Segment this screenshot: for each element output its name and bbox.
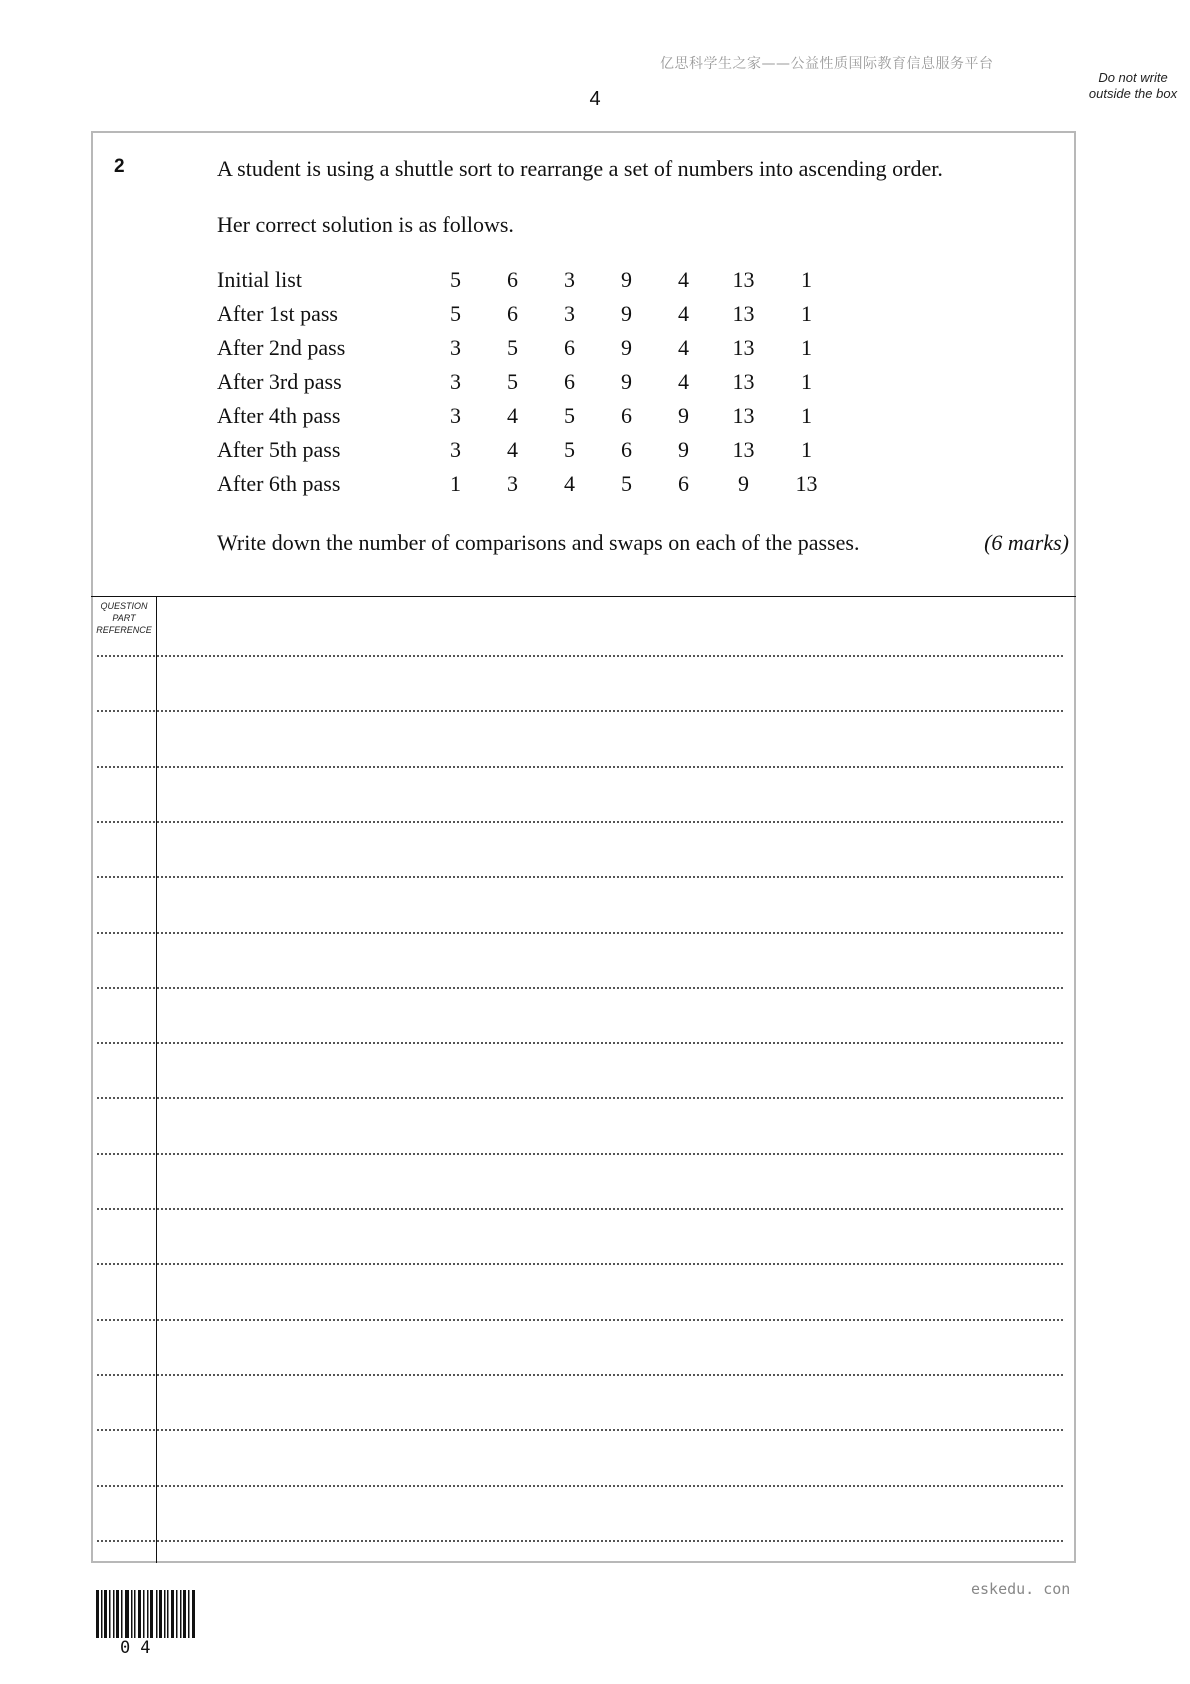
pass-row-value: 6 [507, 267, 518, 292]
pass-row-value: 6 [678, 471, 689, 496]
pass-row-value: 9 [738, 471, 749, 496]
pass-row-value: 6 [564, 335, 575, 360]
header-watermark: 亿思科学生之家——公益性质国际教育信息服务平台 [660, 56, 994, 72]
answer-line[interactable] [97, 1263, 1063, 1265]
pass-row-value: 3 [450, 403, 461, 428]
pass-row-label: After 2nd pass [217, 335, 346, 360]
pass-row-value: 4 [564, 471, 575, 496]
pass-row-label: Initial list [217, 267, 302, 292]
pass-row-value: 3 [450, 369, 461, 394]
answer-line[interactable] [97, 876, 1063, 878]
question-intro: A student is using a shuttle sort to rearrange a set of numbers into ascending order. [217, 156, 943, 181]
pass-row-value: 6 [621, 437, 632, 462]
answer-line[interactable] [97, 1208, 1063, 1210]
section-divider [91, 596, 1076, 597]
answer-line[interactable] [97, 710, 1063, 712]
pass-row-value: 3 [507, 471, 518, 496]
answer-line[interactable] [97, 932, 1063, 934]
pass-row-value: 3 [450, 335, 461, 360]
pass-row-value: 3 [564, 301, 575, 326]
pass-row-value: 9 [678, 437, 689, 462]
pass-row-value: 9 [621, 267, 632, 292]
pass-row-value: 1 [801, 301, 812, 326]
pass-row-value: 5 [564, 437, 575, 462]
pass-row-label: After 1st pass [217, 301, 338, 326]
pass-row-value: 6 [507, 301, 518, 326]
pass-row-value: 5 [564, 403, 575, 428]
answer-line[interactable] [97, 766, 1063, 768]
pass-row [217, 365, 838, 399]
pass-row-value: 4 [678, 369, 689, 394]
pass-row-value: 13 [732, 369, 755, 394]
answer-line[interactable] [97, 1097, 1063, 1099]
pass-row-value: 1 [450, 471, 461, 496]
answer-line[interactable] [97, 1429, 1063, 1431]
answer-line[interactable] [97, 1540, 1063, 1542]
pass-row-value: 1 [801, 335, 812, 360]
answer-line[interactable] [97, 987, 1063, 989]
pass-row-value: 5 [507, 369, 518, 394]
pass-row-value: 4 [678, 267, 689, 292]
pass-row-value: 13 [732, 437, 755, 462]
pass-row-value: 9 [678, 403, 689, 428]
pass-row-value: 5 [621, 471, 632, 496]
pass-row-value: 3 [564, 267, 575, 292]
question-instruction: Write down the number of comparisons and swaps on each of the passes. [217, 530, 860, 555]
marks-label: (6 marks) [984, 530, 1069, 555]
pass-row-label: After 5th pass [217, 437, 341, 462]
pass-row [217, 399, 838, 433]
pass-row-label: After 4th pass [217, 403, 341, 428]
pass-row-value: 9 [621, 301, 632, 326]
pass-row-value: 5 [507, 335, 518, 360]
question-instruction-line [217, 530, 1069, 556]
pass-row-value: 13 [732, 267, 755, 292]
pass-row [217, 297, 838, 331]
pass-row-value: 13 [795, 471, 818, 496]
pass-row-value: 13 [732, 403, 755, 428]
pass-row [217, 433, 838, 467]
pass-row-label: After 3rd pass [217, 369, 342, 394]
pass-row-label: After 6th pass [217, 471, 341, 496]
question-lead-in: Her correct solution is as follows. [217, 212, 514, 237]
footer-site: eskedu. con [971, 1580, 1071, 1598]
pass-row-value: 1 [801, 369, 812, 394]
pass-row-value: 6 [621, 403, 632, 428]
answer-line[interactable] [97, 1485, 1063, 1487]
pass-row-value: 4 [678, 335, 689, 360]
barcode-label: 04 [120, 1638, 161, 1658]
pass-row [217, 331, 838, 365]
question-number: 2 [114, 156, 125, 177]
question-part-reference-label: QUESTION PART REFERENCE [96, 601, 152, 635]
pass-row-value: 4 [507, 437, 518, 462]
pass-row-value: 3 [450, 437, 461, 462]
answer-line[interactable] [97, 1153, 1063, 1155]
pass-row-value: 9 [621, 369, 632, 394]
pass-row-value: 1 [801, 437, 812, 462]
barcode-icon [96, 1590, 196, 1638]
pass-row [217, 467, 838, 501]
shuttle-sort-table [217, 263, 838, 501]
pass-row-value: 1 [801, 403, 812, 428]
pass-row-value: 4 [507, 403, 518, 428]
answer-line[interactable] [97, 1319, 1063, 1321]
margin-note: Do not write outside the box [1088, 70, 1178, 101]
answer-line[interactable] [97, 655, 1063, 657]
reference-column-divider [156, 597, 157, 1563]
answer-line[interactable] [97, 1374, 1063, 1376]
pass-row-value: 13 [732, 335, 755, 360]
pass-row-value: 5 [450, 267, 461, 292]
pass-row-value: 13 [732, 301, 755, 326]
pass-row-value: 1 [801, 267, 812, 292]
pass-row [217, 263, 838, 297]
pass-row-value: 4 [678, 301, 689, 326]
pass-row-value: 9 [621, 335, 632, 360]
answer-line[interactable] [97, 1042, 1063, 1044]
pass-row-value: 6 [564, 369, 575, 394]
pass-row-value: 5 [450, 301, 461, 326]
answer-line[interactable] [97, 821, 1063, 823]
page-number: 4 [589, 88, 601, 110]
